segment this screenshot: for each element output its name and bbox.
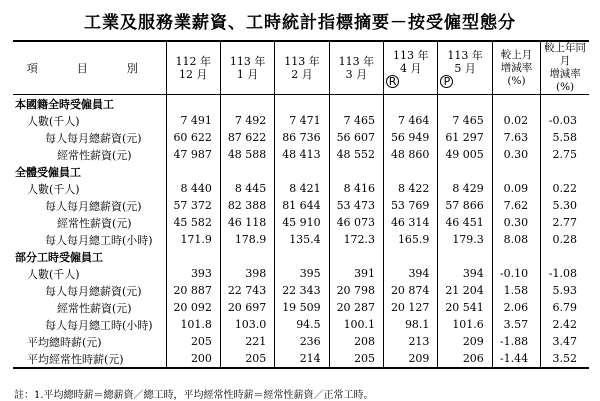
change-prev-month-cell: 2.06 (492, 299, 540, 316)
change-prev-month-cell (492, 248, 540, 265)
period-month: 3 月 (345, 68, 368, 81)
row-label: 每人每月總薪資(元) (45, 131, 142, 145)
value-cell (166, 248, 220, 265)
row-label: 經常性薪資(元) (57, 216, 132, 230)
value-cell: 21 204 (438, 282, 492, 299)
value-cell: 221 (220, 333, 274, 350)
change-prev-month-cell: 0.02 (492, 112, 540, 129)
value-cell: 20 798 (329, 282, 383, 299)
table-row (13, 282, 589, 299)
value-cell: 49 005 (438, 146, 492, 163)
value-cell (384, 163, 438, 180)
section-label: 全體受僱員工 (15, 165, 81, 179)
change-prev-month-cell: 0.30 (492, 146, 540, 163)
change-prev-month-cell: 3.57 (492, 316, 540, 333)
value-cell: 103.0 (220, 316, 274, 333)
value-cell: 20 874 (384, 282, 438, 299)
period-year: 112 年 (175, 55, 211, 68)
change-prev-month-cell: 7.62 (492, 197, 540, 214)
value-cell: 172.3 (329, 231, 383, 248)
value-cell: 45 910 (275, 214, 329, 231)
value-cell: 179.3 (438, 231, 492, 248)
value-cell: 393 (166, 265, 220, 282)
value-cell: 86 736 (275, 129, 329, 146)
change-prev-year-cell: 2.42 (541, 316, 589, 333)
value-cell: 135.4 (275, 231, 329, 248)
change-prev-month-cell (492, 95, 540, 113)
value-cell: 45 582 (166, 214, 220, 231)
period-column-header (220, 41, 274, 95)
change-header-line: 較上月 (500, 48, 533, 61)
value-cell: 19 509 (275, 299, 329, 316)
change-prev-month-cell: 0.30 (492, 214, 540, 231)
value-cell: 22 343 (275, 282, 329, 299)
period-column-header (329, 41, 383, 95)
value-cell: 8 440 (166, 180, 220, 197)
value-cell: 391 (329, 265, 383, 282)
table-body (13, 95, 589, 369)
value-cell: 56 607 (329, 129, 383, 146)
change-prev-month-cell: -1.44 (492, 350, 540, 368)
section-row (13, 163, 589, 180)
value-cell: 48 588 (220, 146, 274, 163)
table-row (13, 265, 589, 282)
value-cell: 7 465 (329, 112, 383, 129)
row-label: 每人每月總工時(小時) (45, 318, 153, 332)
period-month: 1 月 (236, 68, 259, 81)
value-cell: 213 (384, 333, 438, 350)
period-year: 113 年 (447, 48, 483, 62)
value-cell (438, 163, 492, 180)
period-month: 2 月 (291, 68, 313, 81)
value-cell: 398 (220, 265, 274, 282)
change-prev-year-cell (541, 95, 589, 113)
row-label: 經常性薪資(元) (57, 148, 132, 162)
change-header-line: 增減率 (549, 68, 581, 80)
value-cell (384, 95, 438, 113)
change-prev-year-cell: 5.58 (541, 129, 589, 146)
row-label: 每人每月總薪資(元) (45, 199, 142, 213)
row-label: 人數(千人) (27, 182, 80, 196)
value-cell: 394 (384, 265, 438, 282)
revision-mark: R (386, 75, 399, 88)
value-cell: 236 (275, 333, 329, 350)
period-column-header (438, 41, 492, 95)
value-cell: 46 451 (438, 214, 492, 231)
row-label: 每人每月總薪資(元) (45, 284, 142, 298)
row-label: 平均經常性時薪(元) (13, 350, 166, 368)
value-cell: 20 541 (438, 299, 492, 316)
value-cell: 98.1 (384, 316, 438, 333)
value-cell: 60 622 (166, 129, 220, 146)
value-cell: 47 987 (166, 146, 220, 163)
value-cell: 20 887 (166, 282, 220, 299)
period-year: 113 年 (284, 55, 320, 68)
value-cell (384, 248, 438, 265)
value-cell: 56 949 (384, 129, 438, 146)
value-cell: 394 (438, 265, 492, 282)
value-cell: 7 465 (438, 112, 492, 129)
table-row (13, 350, 589, 368)
value-cell: 205 (329, 350, 383, 368)
value-cell (329, 163, 383, 180)
period-column-header (275, 41, 329, 95)
change-header-line: 增減率 (500, 61, 533, 74)
revision-mark-wrap (440, 75, 489, 88)
row-label: 每人每月總工時(小時) (45, 233, 153, 247)
change-prev-month-cell: 0.09 (492, 180, 540, 197)
value-cell: 101.8 (166, 316, 220, 333)
section-row (13, 95, 589, 113)
header-row (13, 41, 589, 95)
change-prev-year-cell (541, 163, 589, 180)
value-cell (275, 163, 329, 180)
change-prev-year-cell: -1.08 (541, 265, 589, 282)
item-column-label: 項 目 別 (26, 61, 152, 75)
statistics-table (13, 40, 589, 369)
value-cell (275, 248, 329, 265)
value-cell: 205 (220, 350, 274, 368)
table-row (13, 214, 589, 231)
change-prev-month-cell (492, 163, 540, 180)
value-cell: 7 492 (220, 112, 274, 129)
change-header-line: 較上年同月 (544, 42, 587, 67)
period-month: 12 月 (179, 68, 208, 81)
value-cell (329, 248, 383, 265)
revision-mark-wrap (386, 75, 435, 88)
value-cell: 87 622 (220, 129, 274, 146)
change-prev-year-cell: 3.47 (541, 333, 589, 350)
value-cell (166, 163, 220, 180)
value-cell (220, 95, 274, 113)
value-cell: 165.9 (384, 231, 438, 248)
value-cell: 7 471 (275, 112, 329, 129)
section-label: 部分工時受僱員工 (15, 250, 103, 264)
change-prev-month-cell: -0.10 (492, 265, 540, 282)
value-cell: 100.1 (329, 316, 383, 333)
revision-mark: P (440, 75, 453, 88)
change-prev-month-cell: 8.08 (492, 231, 540, 248)
value-cell: 48 413 (275, 146, 329, 163)
value-cell: 178.9 (220, 231, 274, 248)
row-label: 平均總時薪(元) (27, 335, 102, 349)
table-row (13, 231, 589, 248)
value-cell: 20 127 (384, 299, 438, 316)
value-cell (166, 95, 220, 113)
change-prev-year-cell: 0.28 (541, 231, 589, 248)
table-row (13, 129, 589, 146)
period-year: 113 年 (393, 48, 429, 62)
change-prev-month-cell: -1.88 (492, 333, 540, 350)
value-cell: 48 552 (329, 146, 383, 163)
table-row (13, 146, 589, 163)
period-column-header (166, 41, 220, 95)
value-cell: 209 (384, 350, 438, 368)
value-cell: 208 (329, 333, 383, 350)
value-cell (438, 248, 492, 265)
table-row (13, 316, 589, 333)
table-row (13, 299, 589, 316)
change-prev-month-cell: 1.58 (492, 282, 540, 299)
value-cell: 7 464 (384, 112, 438, 129)
value-cell: 8 429 (438, 180, 492, 197)
change-prev-month-header (492, 41, 540, 95)
change-header-line: (%) (555, 81, 575, 93)
value-cell: 206 (438, 350, 492, 368)
value-cell: 46 118 (220, 214, 274, 231)
value-cell (275, 95, 329, 113)
value-cell: 209 (438, 333, 492, 350)
period-year: 113 年 (338, 55, 375, 68)
value-cell: 214 (275, 350, 329, 368)
value-cell: 48 860 (384, 146, 438, 163)
value-cell: 20 092 (166, 299, 220, 316)
value-cell: 395 (275, 265, 329, 282)
change-prev-year-cell: 2.77 (541, 214, 589, 231)
value-cell: 101.6 (438, 316, 492, 333)
value-cell: 20 287 (329, 299, 383, 316)
value-cell: 200 (166, 350, 220, 368)
value-cell (220, 163, 274, 180)
change-prev-year-cell: 0.22 (541, 180, 589, 197)
table-row (13, 180, 589, 197)
row-label: 人數(千人) (27, 267, 80, 281)
value-cell: 82 388 (220, 197, 274, 214)
change-prev-year-cell: 6.79 (541, 299, 589, 316)
period-month: 5 月 (454, 61, 476, 75)
value-cell: 53 473 (329, 197, 383, 214)
value-cell: 57 372 (166, 197, 220, 214)
change-prev-year-cell: 2.75 (541, 146, 589, 163)
section-label: 本國籍全時受僱員工 (15, 97, 114, 111)
table-row (13, 197, 589, 214)
value-cell: 8 422 (384, 180, 438, 197)
value-cell: 53 769 (384, 197, 438, 214)
table-row (13, 112, 589, 129)
table-row (13, 333, 589, 350)
period-year: 113 年 (229, 55, 266, 68)
value-cell (329, 95, 383, 113)
change-prev-year-cell: 3.52 (541, 350, 589, 368)
value-cell: 8 445 (220, 180, 274, 197)
row-label: 經常性薪資(元) (57, 301, 132, 315)
change-prev-month-cell: 7.63 (492, 129, 540, 146)
change-header-line: (%) (507, 74, 526, 87)
value-cell: 81 644 (275, 197, 329, 214)
change-prev-year-cell (541, 248, 589, 265)
value-cell: 7 491 (166, 112, 220, 129)
period-column-header (384, 41, 438, 95)
value-cell: 205 (166, 333, 220, 350)
value-cell: 8 421 (275, 180, 329, 197)
period-month: 4 月 (400, 61, 422, 75)
value-cell: 61 297 (438, 129, 492, 146)
change-prev-year-header (541, 41, 589, 95)
value-cell: 171.9 (166, 231, 220, 248)
value-cell: 57 866 (438, 197, 492, 214)
value-cell: 20 697 (220, 299, 274, 316)
value-cell (438, 95, 492, 113)
table-title: 工業及服務業薪資、工時統計指標摘要－按受僱型態分 (84, 13, 516, 33)
value-cell: 46 073 (329, 214, 383, 231)
section-row (13, 248, 589, 265)
value-cell: 94.5 (275, 316, 329, 333)
value-cell (220, 248, 274, 265)
change-prev-year-cell: 5.30 (541, 197, 589, 214)
footnote: 註：1.平均總時薪＝總薪資／總工時，平均經常性時薪＝經常性薪資／正常工時。 (14, 390, 374, 401)
value-cell: 22 743 (220, 282, 274, 299)
change-prev-year-cell: 5.93 (541, 282, 589, 299)
change-prev-year-cell: -0.03 (541, 112, 589, 129)
value-cell: 8 416 (329, 180, 383, 197)
row-label: 人數(千人) (27, 114, 80, 128)
item-column-header (13, 41, 166, 95)
value-cell: 46 314 (384, 214, 438, 231)
